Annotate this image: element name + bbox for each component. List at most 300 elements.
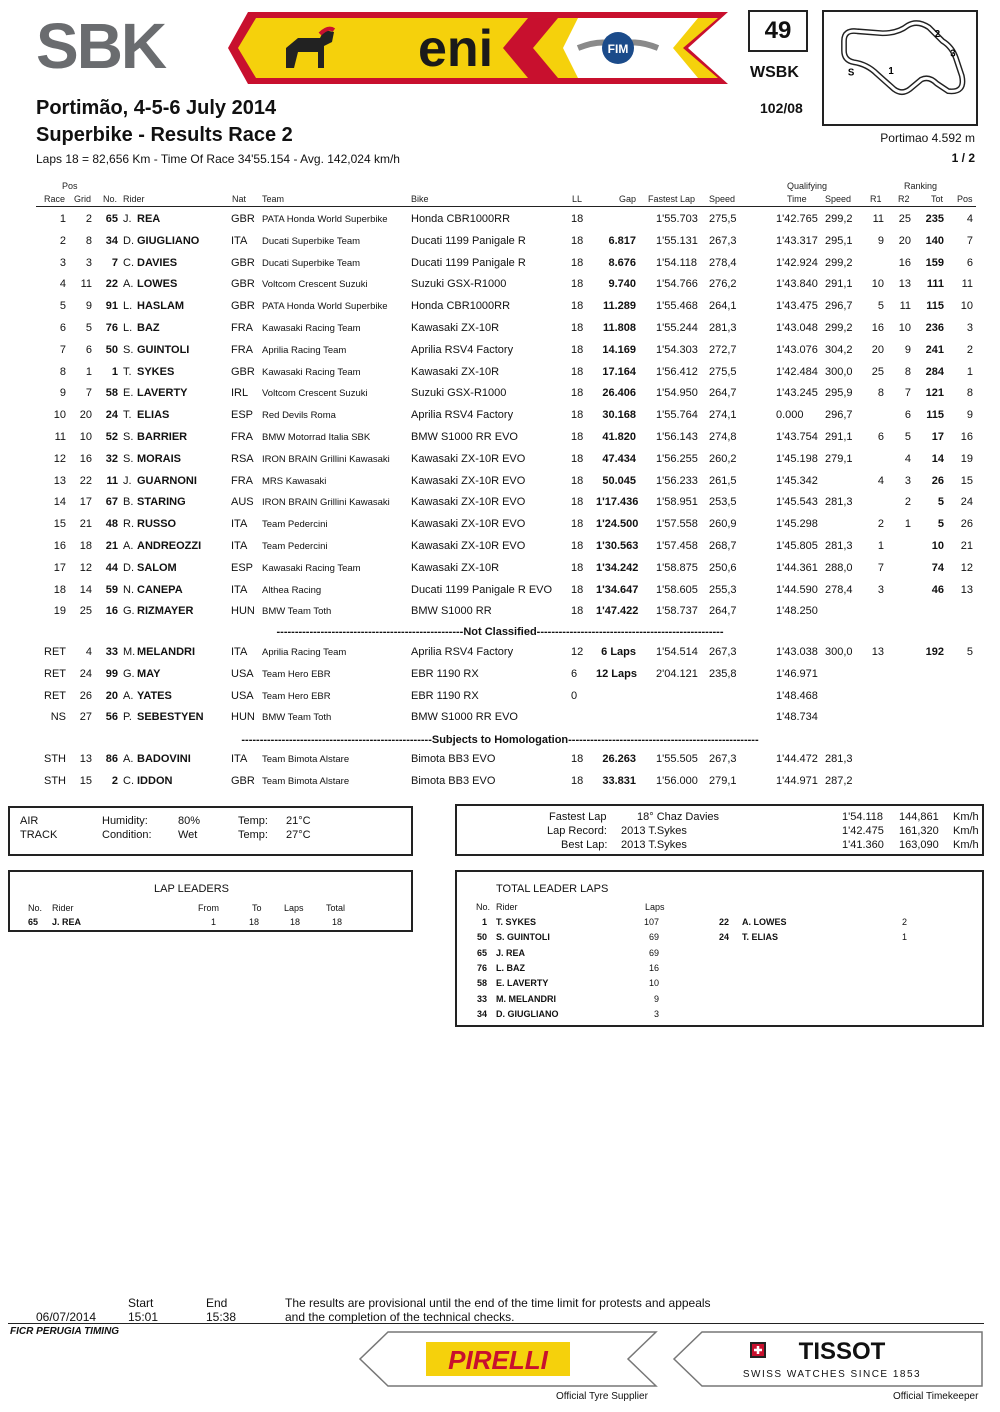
cell-init: E. — [123, 387, 134, 400]
cell-tot: 5 — [937, 496, 944, 509]
cell-gap: 17.164 — [602, 365, 636, 378]
table-row — [0, 668, 1000, 690]
sbk-logo: SBK — [36, 10, 166, 82]
cell-grid: 3 — [85, 256, 92, 269]
tll-laps: 10 — [648, 978, 659, 989]
col-team: Team — [262, 194, 285, 204]
fastest-lap-speed: 144,861 — [899, 811, 939, 823]
table-row — [0, 584, 1000, 606]
disclaimer-line-2: and the completion of the technical checks. — [285, 1310, 515, 1324]
cell-r1: 5 — [877, 300, 884, 313]
ll-row-laps: 18 — [290, 917, 301, 927]
cell-team: Team Bimota Alstare — [262, 754, 350, 765]
cell-init: L. — [123, 322, 133, 334]
sponsor-banner — [228, 8, 728, 88]
cell-grid: 22 — [79, 474, 92, 487]
cell-no: 99 — [105, 667, 118, 680]
total-leader-laps-box — [455, 870, 984, 1027]
tissot-banner — [672, 1330, 984, 1388]
humidity-label: Humidity: — [102, 815, 148, 827]
cell-qt: 1'43.754 — [776, 431, 818, 443]
cell-qs: 299,2 — [825, 213, 853, 225]
cell-sp: 260,9 — [709, 518, 737, 531]
cell-r1: 8 — [877, 387, 884, 400]
cell-grid: 16 — [79, 452, 92, 465]
cell-name: ELIAS — [137, 409, 170, 422]
cell-grid: 9 — [85, 300, 92, 313]
lap-record-label: Lap Record: — [547, 825, 607, 837]
cell-r1: 13 — [871, 646, 884, 658]
cell-bike: Suzuki GSX-R1000 — [411, 387, 507, 400]
cell-bike: Honda CBR1000RR — [411, 300, 511, 313]
cell-r2: 11 — [899, 300, 911, 313]
cell-gap: 6.817 — [608, 234, 636, 247]
tll-rider: T. ELIAS — [742, 932, 779, 943]
track-length: Portimao 4.592 m — [880, 131, 975, 145]
cell-sp: 279,1 — [709, 774, 737, 787]
cell-qs: 304,2 — [825, 343, 853, 356]
cell-no: 22 — [105, 278, 118, 291]
page-number: 1 / 2 — [951, 151, 975, 165]
cell-no: 76 — [105, 322, 118, 334]
track-outline — [844, 23, 962, 92]
col-grid: Grid — [74, 194, 92, 204]
cell-gap: 50.045 — [602, 474, 636, 487]
cell-nat: AUS — [231, 496, 254, 509]
ll-header-laps: Laps — [284, 903, 304, 913]
cell-pos: 19 — [960, 452, 973, 465]
cell-qt: 1'45.805 — [776, 540, 818, 552]
cell-name: SALOM — [137, 561, 177, 574]
cell-no: 20 — [105, 689, 118, 702]
cell-team: Ducati Superbike Team — [262, 235, 361, 247]
col-fastest-lap: Fastest Lap — [648, 194, 696, 204]
lap-record-speed: 161,320 — [899, 825, 939, 837]
cell-nat: USA — [231, 689, 254, 702]
cell-fl: 1'55.505 — [656, 753, 698, 765]
pirelli-logo: PIRELLI — [448, 1345, 548, 1375]
cell-race: 9 — [59, 387, 66, 400]
cell-r2: 2 — [904, 496, 911, 509]
cell-nat: GBR — [231, 213, 255, 225]
cell-team: MRS Kawasaki — [262, 475, 327, 487]
cell-name: GUINTOLI — [137, 343, 190, 356]
cell-name: SYKES — [137, 365, 175, 378]
cell-pos: 7 — [966, 234, 973, 247]
col-nat: Nat — [232, 194, 247, 204]
end-time: 15:38 — [206, 1310, 237, 1324]
cell-name: MAY — [137, 667, 161, 680]
cell-sp: 278,4 — [709, 256, 737, 269]
cell-qt: 1'44.472 — [776, 753, 818, 765]
cell-tot: 46 — [931, 583, 944, 596]
cell-nat: RSA — [231, 452, 254, 465]
cell-r2: 3 — [904, 474, 911, 487]
cell-gap: 9.740 — [608, 278, 636, 291]
cell-team: Red Devils Roma — [262, 410, 336, 422]
track-map — [822, 10, 978, 126]
cell-ll: 18 — [571, 431, 584, 443]
cell-sp: 267,3 — [709, 753, 737, 765]
col-q-time: Time — [787, 194, 807, 204]
cell-sp: 275,5 — [709, 365, 737, 378]
cell-team: Kawasaki Racing Team — [262, 366, 361, 378]
cell-sp: 253,5 — [709, 496, 737, 509]
cell-ll: 18 — [571, 387, 584, 400]
best-lap-unit: Km/h — [953, 839, 979, 851]
table-row — [0, 366, 1000, 388]
cell-pos: 6 — [966, 256, 973, 269]
fastest-lap-desc: 18° Chaz Davies — [637, 811, 720, 823]
cell-name: DAVIES — [137, 256, 178, 269]
tll-no: 58 — [476, 978, 487, 989]
cell-nat: ITA — [231, 583, 248, 596]
tll-no: 1 — [481, 917, 487, 927]
ll-row-from: 1 — [211, 917, 217, 927]
cell-bike: Ducati 1199 Panigale R — [411, 256, 526, 269]
cell-ll: 18 — [571, 234, 584, 247]
cell-r1: 7 — [877, 561, 884, 574]
cell-ll: 18 — [571, 322, 584, 334]
cell-fl: 1'56.233 — [656, 474, 698, 487]
cell-fl: 1'56.255 — [656, 452, 698, 465]
cell-tot: 17 — [931, 431, 944, 443]
cell-qt: 1'43.475 — [776, 300, 818, 313]
cell-r2: 5 — [904, 431, 911, 443]
cell-gap: 1'34.242 — [596, 561, 639, 574]
cell-no: 48 — [105, 518, 118, 531]
cell-name: YATES — [137, 689, 172, 702]
cell-sp: 260,2 — [709, 452, 737, 465]
cell-ll: 18 — [571, 278, 584, 291]
cell-ll: 18 — [571, 213, 584, 225]
table-row — [0, 540, 1000, 562]
cell-ll: 18 — [571, 409, 584, 422]
cell-bike: EBR 1190 RX — [411, 667, 479, 680]
tll-header-no: No. — [476, 902, 491, 912]
cell-name: RUSSO — [137, 518, 177, 531]
cell-sp: 264,7 — [709, 387, 737, 400]
cell-bike: Aprilia RSV4 Factory — [411, 343, 514, 356]
cell-gap: 33.831 — [602, 774, 636, 787]
cell-qs: 291,1 — [825, 431, 853, 443]
cell-sp: 235,8 — [709, 667, 737, 680]
cell-init: J. — [123, 213, 132, 225]
cell-qs: 295,9 — [825, 387, 853, 400]
cell-race: 14 — [53, 496, 66, 509]
col-rider: Rider — [123, 194, 145, 204]
cell-r2: 16 — [898, 256, 911, 269]
footer-divider — [8, 1323, 984, 1324]
cell-sp: 281,3 — [709, 322, 737, 334]
cell-name: ANDREOZZI — [137, 540, 202, 552]
cell-name: RIZMAYER — [137, 605, 194, 618]
cell-gap: 8.676 — [608, 256, 636, 269]
sponsor-logo-text: eni — [418, 20, 494, 78]
cell-fl: 1'58.875 — [656, 561, 698, 574]
air-label: AIR — [20, 815, 39, 827]
cell-race: 18 — [53, 583, 66, 596]
cell-grid: 26 — [79, 689, 92, 702]
cell-name: STARING — [137, 496, 186, 509]
cell-team: Team Pedercini — [262, 519, 328, 531]
cell-race: 10 — [53, 409, 66, 422]
tll-no: 22 — [718, 917, 729, 927]
cell-r2: 13 — [898, 278, 911, 291]
fastest-lap-label: Fastest Lap — [549, 811, 607, 823]
cell-ll: 18 — [571, 496, 584, 509]
cell-no: 16 — [105, 605, 118, 618]
col-gap: Gap — [619, 194, 637, 204]
cell-init: J. — [123, 474, 132, 487]
tll-no: 50 — [476, 932, 487, 943]
ll-header-to: To — [252, 903, 262, 913]
cell-name: BADOVINI — [137, 753, 191, 765]
sector-2-label: 2 — [934, 29, 941, 41]
cell-bike: Kawasaki ZX-10R EVO — [411, 518, 526, 531]
cell-nat: IRL — [231, 387, 249, 400]
cell-team: Voltcom Crescent Suzuki — [262, 279, 368, 291]
cell-bike: EBR 1190 RX — [411, 689, 479, 702]
cell-gap: 14.169 — [602, 343, 636, 356]
cell-grid: 20 — [79, 409, 92, 422]
cell-init: A. — [123, 753, 134, 765]
cell-ll: 18 — [571, 452, 584, 465]
cell-no: 86 — [105, 753, 118, 765]
tll-laps: 9 — [653, 993, 659, 1004]
cell-init: C. — [123, 256, 134, 269]
cell-qt: 1'42.484 — [776, 365, 818, 378]
cell-team: Team Bimota Alstare — [262, 775, 350, 787]
cell-ll: 0 — [571, 689, 578, 702]
cell-nat: FRA — [231, 322, 253, 334]
best-lap-label: Best Lap: — [561, 839, 608, 851]
tll-laps: 2 — [901, 917, 907, 927]
cell-qt: 1'42.765 — [776, 213, 818, 225]
cell-grid: 2 — [85, 213, 92, 225]
cell-race: 6 — [59, 322, 66, 334]
document-number: 49 — [748, 10, 808, 52]
cell-tot: 235 — [925, 213, 944, 225]
cell-init: D. — [123, 561, 134, 574]
cell-r2: 7 — [904, 387, 911, 400]
cell-qt: 0.000 — [776, 409, 804, 422]
cell-init: A. — [123, 278, 134, 291]
sector-1-label: 1 — [888, 65, 894, 77]
cell-bike: Ducati 1199 Panigale R EVO — [411, 583, 553, 596]
cell-pos: 5 — [966, 646, 973, 658]
cell-init: N. — [123, 583, 134, 596]
cell-qt: 1'42.924 — [776, 256, 818, 269]
condition-label: Condition: — [102, 829, 152, 841]
cell-pos: 8 — [966, 387, 973, 400]
cell-sp: 250,6 — [709, 561, 737, 574]
cell-qs: 296,7 — [825, 300, 853, 313]
cell-qt: 1'45.298 — [776, 518, 818, 531]
cell-race: 4 — [59, 278, 66, 291]
cell-tot: 14 — [931, 452, 944, 465]
cell-tot: 111 — [926, 278, 944, 291]
table-row — [0, 278, 1000, 300]
lap-record-unit: Km/h — [953, 825, 979, 837]
cell-name: GIUGLIANO — [137, 234, 200, 247]
cell-qt: 1'43.038 — [776, 646, 818, 658]
cell-qs: 300,0 — [825, 646, 853, 658]
table-row — [0, 775, 1000, 797]
cell-ll: 18 — [571, 365, 584, 378]
cell-team: Team Hero EBR — [262, 690, 331, 702]
cell-sp: 267,3 — [709, 646, 737, 658]
cell-init: B. — [123, 496, 134, 509]
cell-no: 34 — [105, 234, 118, 247]
condition-value: Wet — [178, 829, 198, 841]
cell-sp: 276,2 — [709, 278, 737, 291]
fastest-lap-time: 1'54.118 — [842, 811, 884, 823]
cell-gap: 41.820 — [602, 431, 636, 443]
cell-no: 24 — [105, 409, 118, 422]
tll-laps: 69 — [648, 932, 659, 943]
cell-nat: FRA — [231, 431, 253, 443]
cell-init: R. — [123, 518, 134, 531]
cell-gap: 11.808 — [602, 322, 636, 334]
cell-bike: Honda CBR1000RR — [411, 213, 511, 225]
cell-qt: 1'43.840 — [776, 278, 818, 291]
cell-tot: 5 — [937, 518, 944, 531]
cell-fl: 1'58.737 — [656, 605, 698, 618]
humidity-value: 80% — [178, 815, 201, 827]
table-row — [0, 213, 1000, 235]
cell-r1: 9 — [877, 234, 884, 247]
cell-team: Team Hero EBR — [262, 668, 331, 680]
cell-race: 1 — [59, 213, 66, 225]
cell-r1: 1 — [877, 540, 884, 552]
cell-ll: 18 — [571, 256, 584, 269]
cell-r2: 8 — [904, 365, 911, 378]
lap-record-desc: 2013 T.Sykes — [621, 825, 687, 837]
cell-team: Althea Racing — [262, 584, 322, 596]
event-subtitle: Superbike - Results Race 2 — [36, 124, 293, 146]
cell-pos: 26 — [960, 518, 973, 531]
best-lap-desc: 2013 T.Sykes — [621, 839, 687, 851]
lap-leaders-box — [8, 870, 413, 932]
cell-fl: 1'54.118 — [656, 256, 698, 269]
cell-fl: 1'54.766 — [656, 278, 698, 291]
table-row — [0, 235, 1000, 257]
cell-r2: 1 — [904, 518, 911, 531]
cell-qt: 1'45.198 — [776, 452, 818, 465]
cell-fl: 1'55.764 — [656, 409, 698, 422]
tll-rider: M. MELANDRI — [496, 993, 556, 1004]
cell-ll: 6 — [571, 667, 578, 680]
cell-no: 11 — [106, 474, 118, 487]
pirelli-banner — [358, 1330, 658, 1388]
cell-init: D. — [123, 234, 134, 247]
cell-no: 2 — [111, 774, 118, 787]
cell-r1: 20 — [871, 343, 884, 356]
tll-laps: 16 — [648, 962, 659, 973]
cell-nat: HUN — [231, 605, 255, 618]
cell-nat: HUN — [231, 711, 255, 724]
cell-no: 32 — [105, 452, 118, 465]
col-ll: LL — [572, 194, 583, 204]
cell-race: STH — [44, 753, 66, 765]
tll-header-laps: Laps — [645, 902, 665, 912]
cell-qs: 291,1 — [825, 278, 853, 291]
cell-pos: 21 — [960, 540, 973, 552]
cell-fl: 1'54.303 — [656, 343, 698, 356]
cell-tot: 115 — [926, 300, 944, 313]
start-label: S — [847, 67, 855, 79]
cell-r2: 6 — [904, 409, 911, 422]
cell-qt: 1'48.734 — [776, 711, 818, 724]
ll-row-no: 65 — [28, 917, 39, 927]
cell-sp: 264,1 — [709, 300, 737, 313]
tll-rider: A. LOWES — [742, 917, 787, 927]
table-row — [0, 753, 1000, 775]
cell-qs: 278,4 — [825, 583, 853, 596]
cell-qt: 1'43.076 — [776, 343, 818, 356]
col-ranking: Ranking — [904, 181, 938, 191]
cell-nat: ITA — [231, 753, 248, 765]
cell-init: G. — [123, 667, 135, 680]
cell-qt: 1'44.590 — [776, 583, 818, 596]
cell-bike: Aprilia RSV4 Factory — [411, 409, 514, 422]
cell-qs: 281,3 — [825, 753, 853, 765]
cell-fl: 1'55.703 — [656, 213, 698, 225]
cell-race: STH — [44, 774, 66, 787]
cell-bike: BMW S1000 RR — [411, 605, 492, 618]
cell-name: MORAIS — [137, 452, 181, 465]
cell-team: PATA Honda World Superbike — [262, 301, 388, 313]
cell-grid: 4 — [85, 646, 92, 658]
cell-fl: 1'55.468 — [656, 300, 698, 313]
cell-race: 7 — [59, 343, 66, 356]
start-label: Start — [128, 1296, 154, 1310]
cell-fl: 1'56.143 — [656, 431, 698, 443]
cell-team: Kawasaki Racing Team — [262, 323, 361, 334]
cell-qt: 1'44.361 — [776, 561, 818, 574]
table-row — [0, 690, 1000, 712]
cell-ll: 18 — [571, 561, 584, 574]
cell-qs: 279,1 — [825, 452, 853, 465]
cell-bike: Kawasaki ZX-10R — [411, 365, 500, 378]
cell-fl: 1'54.950 — [656, 387, 698, 400]
end-label: End — [206, 1296, 228, 1310]
cell-nat: USA — [231, 667, 254, 680]
cell-sp: 261,5 — [709, 474, 737, 487]
cell-pos: 16 — [960, 431, 973, 443]
not-classified-separator: ---------------------------------------------------Not Classified--------------------------------------------------- — [276, 626, 724, 638]
cell-grid: 18 — [79, 540, 92, 552]
cell-tot: 26 — [931, 474, 944, 487]
tll-rider: S. GUINTOLI — [496, 932, 550, 943]
cell-ll: 18 — [571, 774, 584, 787]
cell-qt: 1'45.342 — [776, 474, 818, 487]
col-qualifying: Qualifying — [787, 181, 828, 191]
cell-r1: 6 — [877, 431, 884, 443]
cell-gap: 12 Laps — [596, 667, 637, 680]
cell-race: NS — [50, 711, 66, 724]
cell-grid: 13 — [79, 753, 92, 765]
cell-bike: BMW S1000 RR EVO — [411, 711, 518, 724]
cell-name: LOWES — [137, 278, 178, 291]
cell-bike: Bimota BB3 EVO — [411, 753, 496, 765]
cell-init: P. — [123, 711, 132, 724]
cell-race: 13 — [53, 474, 66, 487]
cell-gap: 47.434 — [602, 452, 636, 465]
tll-rider: J. REA — [496, 947, 526, 958]
cell-init: C. — [123, 774, 134, 787]
